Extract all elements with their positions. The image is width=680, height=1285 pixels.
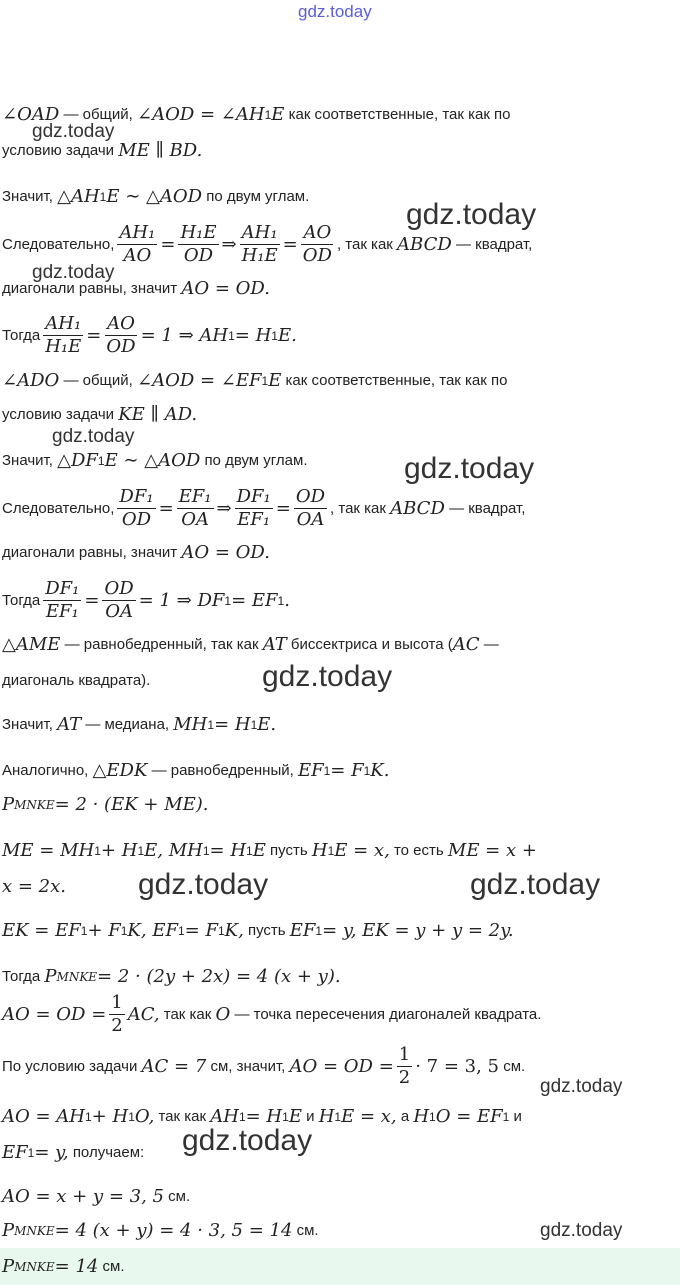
- text: диагонали равны, значит: [2, 280, 178, 297]
- math: K,: [224, 920, 244, 941]
- subscript: 1: [271, 328, 278, 343]
- fraction: [43, 313, 83, 358]
- numerator: DF₁: [119, 486, 154, 507]
- math: ABCD: [390, 498, 445, 519]
- math: x = 2x.: [2, 876, 67, 897]
- text-line: [2, 186, 309, 207]
- operator: =: [84, 590, 100, 611]
- math: AH: [210, 1106, 239, 1127]
- math: AO = OD =: [2, 1004, 107, 1025]
- numerator: DF₁: [45, 578, 80, 599]
- text: — квадрат,: [449, 500, 526, 517]
- math: AO = x + y = 3, 5: [2, 1186, 164, 1207]
- math: = y,: [34, 1142, 69, 1163]
- operator: ⇒: [216, 498, 232, 519]
- subscript: 1: [202, 843, 210, 858]
- text: см.: [296, 1222, 319, 1239]
- math: KE ∥ AD.: [118, 404, 198, 425]
- denominator: OA: [181, 509, 209, 530]
- text-line: [2, 1186, 190, 1207]
- operator: =: [158, 498, 174, 519]
- text-line: [2, 278, 270, 299]
- subscript: MNKE: [56, 969, 98, 984]
- fraction: [301, 222, 334, 267]
- math: E.: [277, 325, 297, 346]
- math: E = x,: [341, 1106, 397, 1127]
- math: + H: [91, 1106, 129, 1127]
- subscript: 1: [177, 923, 185, 938]
- subscript: 1: [128, 1109, 135, 1124]
- text: — общий,: [63, 106, 133, 123]
- denominator: AO: [123, 245, 152, 266]
- watermark: gdz.today: [32, 121, 115, 142]
- subscript: 1: [84, 1109, 92, 1124]
- denominator: OD: [106, 336, 136, 357]
- operator: =: [282, 234, 298, 255]
- fraction: [235, 486, 273, 531]
- subscript: 1: [207, 717, 215, 732]
- fraction: [117, 222, 157, 267]
- text: см.: [503, 1058, 526, 1075]
- text: условию задачи: [2, 406, 115, 423]
- text: как соответственные, так как по: [285, 372, 508, 389]
- numerator: 1: [398, 1044, 411, 1065]
- fraction: [240, 222, 280, 267]
- subscript: 1: [277, 593, 285, 608]
- text: так как: [158, 1108, 207, 1125]
- math: E ∼ △AOD: [106, 186, 203, 207]
- math: = H: [214, 714, 251, 735]
- text: как соответственные, так как по: [288, 106, 511, 123]
- math: ABCD: [397, 234, 452, 255]
- watermark: gdz.today: [262, 660, 393, 693]
- subscript: 1: [27, 1145, 35, 1160]
- denominator: 2: [398, 1067, 411, 1088]
- subscript: 1: [99, 189, 107, 204]
- text-line: [2, 1142, 144, 1163]
- answer-line: [2, 1256, 125, 1277]
- text: см, значит,: [210, 1058, 286, 1075]
- math: = 14: [54, 1256, 99, 1277]
- math: P: [2, 794, 15, 815]
- denominator: EF₁: [237, 509, 271, 530]
- math: = F: [330, 760, 364, 781]
- math: ∠ADO: [2, 370, 60, 391]
- text: по двум углам.: [204, 452, 308, 469]
- math: O,: [134, 1106, 155, 1127]
- math: H: [413, 1106, 430, 1127]
- text-line: [2, 578, 290, 623]
- math: AC: [452, 634, 480, 655]
- watermark: gdz.today: [470, 868, 601, 901]
- text: Тогда: [2, 592, 41, 609]
- math: ∠AOD = ∠AH: [137, 104, 265, 125]
- watermark: gdz.today: [52, 426, 135, 447]
- text: Аналогично,: [2, 762, 89, 779]
- text: Значит,: [2, 716, 53, 733]
- numerator: EF₁: [178, 486, 212, 507]
- text: см.: [168, 1188, 191, 1205]
- math: + F: [87, 920, 121, 941]
- text-line: [2, 714, 276, 735]
- math: P: [2, 1220, 15, 1241]
- numerator: H₁E: [180, 222, 217, 243]
- operator: =: [160, 234, 176, 255]
- text-line: [2, 313, 297, 358]
- watermark: gdz.today: [540, 1220, 623, 1241]
- text: Следовательно,: [2, 236, 115, 253]
- text: диагонали равны, значит: [2, 544, 178, 561]
- math: E, MH: [144, 840, 203, 861]
- math: .: [284, 590, 290, 611]
- math: P: [2, 1256, 15, 1277]
- text: пусть: [270, 842, 308, 859]
- subscript: 1: [80, 923, 88, 938]
- subscript: 1: [120, 923, 128, 938]
- math: AC,: [127, 1004, 160, 1025]
- math: E = x,: [334, 840, 390, 861]
- math: ME = MH: [2, 840, 95, 861]
- numerator: OD: [295, 486, 326, 507]
- operator: =: [275, 498, 291, 519]
- text: — квадрат,: [455, 236, 533, 253]
- math: EK = EF: [2, 920, 81, 941]
- subscript: 1: [327, 843, 335, 858]
- text-line: [2, 1220, 319, 1241]
- text: условию задачи: [2, 142, 115, 159]
- numerator: OD: [104, 578, 134, 599]
- numerator: 1: [111, 992, 123, 1013]
- math: E ∼ △AOD: [104, 450, 201, 471]
- subscript: 1: [323, 763, 331, 778]
- text: , так как: [336, 236, 393, 253]
- fraction: [397, 1044, 412, 1089]
- math: E: [288, 1106, 302, 1127]
- math: AC = 7: [141, 1056, 207, 1077]
- math: AO = OD.: [181, 542, 270, 563]
- text-line: [2, 920, 514, 941]
- subscript: MNKE: [14, 1259, 55, 1274]
- text-line: [2, 450, 308, 471]
- math: △AME: [2, 634, 61, 655]
- numerator: AH₁: [45, 313, 82, 334]
- math: AO = AH: [2, 1106, 85, 1127]
- text-line: [2, 876, 66, 897]
- text: — равнобедренный,: [151, 762, 294, 779]
- answer-box: [0, 1248, 680, 1285]
- math: = EF: [231, 590, 278, 611]
- text-line: [2, 966, 341, 987]
- watermark: gdz.today: [182, 1124, 313, 1157]
- text-line: [2, 840, 537, 861]
- subscript: 1: [502, 1109, 510, 1124]
- math: O = EF: [435, 1106, 503, 1127]
- subscript: 1: [282, 1109, 289, 1124]
- text: Тогда: [2, 327, 41, 344]
- subscript: 1: [137, 843, 145, 858]
- text: — равнобедренный, так как: [64, 636, 259, 653]
- text: и: [306, 1108, 315, 1125]
- denominator: H₁E: [45, 336, 82, 357]
- subscript: 1: [429, 1109, 436, 1124]
- text: Значит,: [2, 188, 53, 205]
- subscript: 1: [224, 593, 232, 608]
- math: = 1 ⇒ DF: [138, 590, 225, 611]
- numerator: AO: [303, 222, 332, 243]
- subscript: 1: [246, 843, 253, 858]
- text: Тогда: [2, 968, 41, 985]
- math: E: [252, 840, 266, 861]
- subscript: MNKE: [14, 1223, 55, 1238]
- math: = F: [184, 920, 218, 941]
- text: по двум углам.: [206, 188, 310, 205]
- numerator: AH₁: [241, 222, 278, 243]
- math: H: [318, 1106, 335, 1127]
- math: EF: [2, 1142, 28, 1163]
- fraction: [117, 486, 155, 531]
- denominator: EF₁: [45, 601, 79, 622]
- subscript: 1: [261, 373, 269, 388]
- subscript: MNKE: [14, 797, 55, 812]
- subscript: 1: [264, 107, 272, 122]
- math: E: [268, 370, 282, 391]
- subscript: 1: [250, 717, 258, 732]
- denominator: OD: [183, 245, 214, 266]
- text-line: [2, 794, 209, 815]
- math: = H: [234, 325, 272, 346]
- fraction: [294, 486, 327, 531]
- math: = y, EK = y + y = 2y.: [322, 920, 514, 941]
- watermark: gdz.today: [138, 868, 269, 901]
- math: AO = OD =: [289, 1056, 394, 1077]
- math: E.: [257, 714, 277, 735]
- text: см.: [102, 1258, 125, 1275]
- subscript: 1: [217, 923, 225, 938]
- math: H: [311, 840, 328, 861]
- subscript: 1: [315, 923, 323, 938]
- text: биссектриса и высота (: [290, 636, 453, 653]
- fraction: [102, 578, 135, 623]
- text: пусть: [247, 922, 286, 939]
- denominator: 2: [111, 1015, 123, 1036]
- math: AO = OD.: [181, 278, 270, 299]
- text: Значит,: [2, 452, 53, 469]
- text: — общий,: [63, 372, 133, 389]
- watermark: gdz.today: [540, 1076, 623, 1097]
- math: O: [215, 1004, 231, 1025]
- text: а: [400, 1108, 410, 1125]
- math: ME ∥ BD.: [118, 140, 203, 161]
- text-line: [2, 370, 507, 391]
- text-line: [2, 222, 532, 267]
- text-line: [2, 140, 202, 161]
- watermark: gdz.today: [404, 452, 535, 485]
- numerator: AO: [107, 313, 135, 334]
- denominator: OD: [302, 245, 332, 266]
- math: = 1 ⇒ AH: [140, 325, 229, 346]
- text: то есть: [393, 842, 444, 859]
- text-line: [2, 992, 541, 1037]
- math: P: [44, 966, 57, 987]
- text: и: [513, 1108, 522, 1125]
- text: — медиана,: [85, 716, 170, 733]
- subscript: 1: [334, 1109, 342, 1124]
- math: = 2 · (2y + 2x) = 4 (x + y).: [97, 966, 341, 987]
- text: так как: [163, 1006, 212, 1023]
- text-line: [2, 542, 270, 563]
- math: ∠OAD: [2, 104, 60, 125]
- text: — точка пересечения диагоналей квадрата.: [234, 1006, 542, 1023]
- math: + H: [100, 840, 138, 861]
- operator: =: [86, 325, 102, 346]
- math: = H: [209, 840, 247, 861]
- text-line: [2, 404, 197, 425]
- text-line: [2, 486, 525, 531]
- numerator: DF₁: [236, 486, 271, 507]
- fraction: [178, 222, 218, 267]
- math: MH: [173, 714, 208, 735]
- subscript: 1: [238, 1109, 246, 1124]
- fraction: [109, 992, 124, 1037]
- math: = 2 · (EK + ME).: [54, 794, 209, 815]
- math: △DF: [57, 450, 98, 471]
- math: K.: [370, 760, 390, 781]
- math: EF: [297, 760, 324, 781]
- operator: ⇒: [221, 234, 237, 255]
- math: AT: [262, 634, 287, 655]
- math: = H: [245, 1106, 283, 1127]
- numerator: AH₁: [119, 222, 156, 243]
- math: = 4 (x + y) = 4 · 3, 5 = 14: [54, 1220, 293, 1241]
- math: ME = x +: [447, 840, 537, 861]
- denominator: H₁E: [241, 245, 278, 266]
- denominator: OD: [121, 509, 152, 530]
- math: E: [271, 104, 285, 125]
- text-line: [2, 760, 389, 781]
- subscript: 1: [94, 843, 101, 858]
- watermark: gdz.today: [406, 198, 537, 231]
- text: —: [483, 636, 499, 653]
- fraction: [43, 578, 81, 623]
- subscript: 1: [228, 328, 235, 343]
- text-line: [2, 1044, 525, 1089]
- text-line: [2, 634, 499, 655]
- math: · 7 = 3, 5: [415, 1056, 500, 1077]
- math: EF: [289, 920, 316, 941]
- text: По условию задачи: [2, 1058, 138, 1075]
- denominator: OA: [105, 601, 133, 622]
- math: K, EF: [127, 920, 178, 941]
- text: диагональ квадрата).: [2, 672, 151, 689]
- watermark: gdz.today: [32, 262, 115, 283]
- text: получаем:: [72, 1144, 145, 1161]
- text-line: [2, 672, 150, 689]
- text: Следовательно,: [2, 500, 115, 517]
- math: △AH: [57, 186, 100, 207]
- subscript: 1: [363, 763, 371, 778]
- math: △EDK: [92, 760, 148, 781]
- math: ∠AOD = ∠EF: [137, 370, 262, 391]
- subscript: 1: [97, 453, 105, 468]
- fraction: [177, 486, 214, 531]
- denominator: OA: [296, 509, 325, 530]
- math: AT: [57, 714, 82, 735]
- watermark-top: gdz.today: [298, 2, 372, 21]
- fraction: [104, 313, 137, 358]
- text: , так как: [330, 500, 386, 517]
